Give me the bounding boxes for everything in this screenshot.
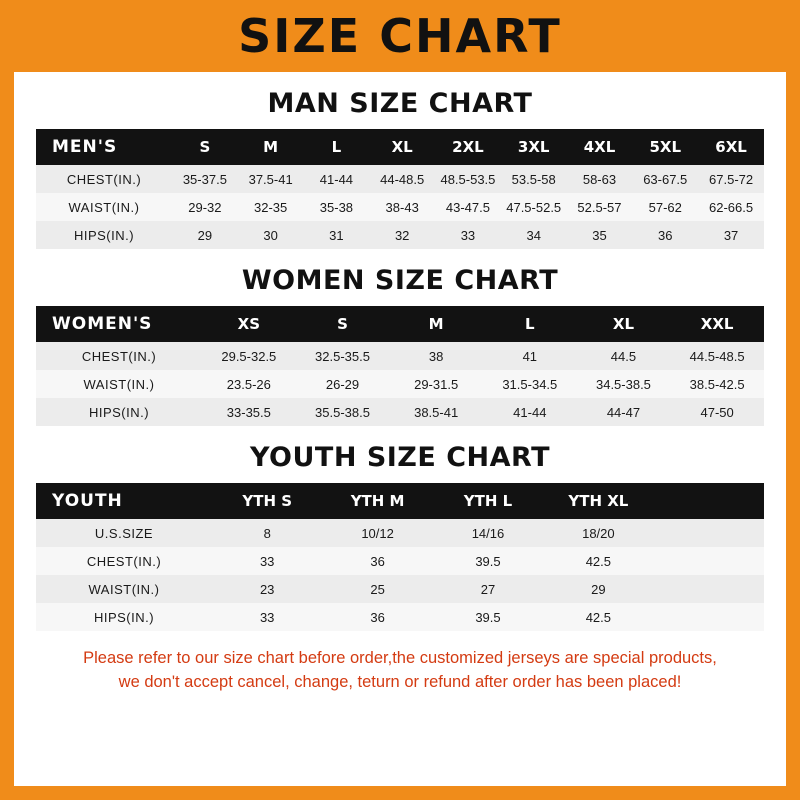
column-header-m: M — [428, 315, 444, 333]
page-title: SIZE CHART — [238, 9, 562, 63]
cell: 57-62 — [648, 199, 682, 215]
cell: 29.5-32.5 — [221, 348, 277, 364]
notice-line-1: Please refer to our size chart before order,the customized jerseys are special products, — [83, 649, 717, 667]
men-size-table — [36, 129, 764, 249]
cell: 35-37.5 — [182, 171, 227, 187]
women-size-table — [36, 306, 764, 426]
cell: 41-44 — [319, 171, 354, 187]
row-label-waist: WAIST(IN.) — [88, 581, 160, 597]
cell: 33 — [259, 609, 275, 625]
cell: 31 — [329, 227, 344, 243]
column-header-s: S — [199, 138, 211, 156]
cell: 41-44 — [513, 404, 547, 420]
cell: 34.5-38.5 — [595, 376, 651, 392]
table-row — [36, 221, 764, 249]
column-header-label: MEN'S — [52, 137, 118, 157]
column-header-xs: XS — [237, 315, 261, 333]
table-row — [36, 342, 764, 370]
cell: 38-43 — [385, 199, 419, 215]
column-header-label: WOMEN'S — [52, 314, 153, 334]
column-header-6xl: 6XL — [715, 138, 747, 156]
cell: 53.5-58 — [511, 171, 556, 187]
table-row — [36, 547, 764, 575]
cell: 42.5 — [585, 609, 612, 625]
column-header-2xl: 2XL — [452, 138, 484, 156]
cell: 67.5-72 — [709, 171, 754, 187]
cell: 33 — [259, 553, 275, 569]
column-header-l: L — [331, 138, 342, 156]
bottom-accent-bar — [0, 786, 800, 800]
cell: 58-63 — [582, 171, 617, 187]
column-header-3xl: 3XL — [517, 138, 550, 156]
cell: 39.5 — [475, 609, 501, 625]
column-header-s: S — [337, 315, 348, 333]
cell: 8 — [263, 525, 271, 541]
table-header-row — [36, 129, 764, 165]
cell: 44.5-48.5 — [689, 348, 745, 364]
youth-section-title: YOUTH SIZE CHART — [249, 442, 551, 473]
cell: 36 — [658, 227, 673, 243]
column-header-label: YOUTH — [52, 491, 123, 511]
table-row — [36, 603, 764, 631]
cell: 35.5-38.5 — [315, 404, 370, 420]
men-section-title: MAN SIZE CHART — [267, 88, 533, 119]
cell: 10/12 — [361, 525, 394, 541]
cell: 52.5-57 — [577, 199, 622, 215]
cell: 32-35 — [254, 199, 288, 215]
column-header-xl: XL — [612, 315, 635, 333]
cell: 32.5-35.5 — [315, 348, 370, 364]
row-label-us-size: U.S.SIZE — [94, 525, 154, 541]
cell: 38.5-42.5 — [689, 376, 745, 392]
row-label-hips: HIPS(IN.) — [93, 609, 155, 625]
column-header-yth-xl: YTH XL — [568, 492, 629, 510]
cell: 32 — [394, 227, 410, 243]
column-header-l: L — [525, 315, 535, 333]
cell: 36 — [370, 609, 385, 625]
column-header-4xl: 4XL — [583, 138, 616, 156]
table-row — [36, 519, 764, 547]
cell: 39.5 — [475, 553, 501, 569]
table-header-row — [36, 483, 764, 519]
cell — [654, 575, 764, 603]
row-label-chest: CHEST(IN.) — [66, 171, 142, 187]
cell: 23.5-26 — [226, 376, 271, 392]
column-header-yth-m: YTH M — [350, 492, 405, 510]
cell: 38.5-41 — [414, 404, 459, 420]
cell: 34 — [526, 227, 541, 243]
cell — [654, 547, 764, 575]
youth-size-table — [36, 483, 764, 631]
row-label-chest: CHEST(IN.) — [86, 553, 162, 569]
cell: 29-31.5 — [414, 376, 459, 392]
cell: 26-29 — [325, 376, 360, 392]
cell: 29 — [591, 581, 606, 597]
table-row — [36, 575, 764, 603]
row-label-hips: HIPS(IN.) — [73, 227, 135, 243]
cell: 44-47 — [606, 404, 641, 420]
cell — [654, 603, 764, 631]
notice-line-2: we don't accept cancel, change, teturn or refund after order has been placed! — [118, 672, 682, 691]
cell: 31.5-34.5 — [502, 376, 558, 392]
column-header-5xl: 5XL — [649, 138, 682, 156]
cell: 35 — [592, 227, 607, 243]
cell — [654, 519, 764, 547]
cell: 33-35.5 — [226, 404, 271, 420]
cell: 29-32 — [188, 199, 222, 215]
cell: 33 — [460, 227, 476, 243]
cell: 23 — [259, 581, 275, 597]
cell: 14/16 — [471, 525, 505, 541]
cell: 18/20 — [582, 525, 615, 541]
cell: 36 — [370, 553, 385, 569]
cell: 35-38 — [319, 199, 354, 215]
cell: 43-47.5 — [445, 199, 490, 215]
cell: 44.5 — [610, 348, 637, 364]
table-row — [36, 370, 764, 398]
column-header-yth-s: YTH S — [242, 492, 293, 510]
cell: 37.5-41 — [248, 171, 293, 187]
cell: 41 — [522, 348, 538, 364]
cell: 30 — [263, 227, 278, 243]
column-header-yth-l: YTH L — [463, 492, 513, 510]
cell: 47.5-52.5 — [506, 199, 562, 215]
column-header-xl: XL — [391, 138, 413, 156]
cell: 37 — [723, 227, 739, 243]
row-label-hips: HIPS(IN.) — [88, 404, 150, 420]
page-banner — [0, 0, 800, 72]
women-section-title: WOMEN SIZE CHART — [241, 265, 559, 296]
cell: 29 — [197, 227, 213, 243]
column-header-m: M — [263, 138, 279, 156]
cell: 27 — [480, 581, 496, 597]
order-notice — [36, 647, 764, 695]
cell: 38 — [428, 348, 444, 364]
chart-content — [14, 88, 786, 695]
column-header-xxl: XXL — [700, 315, 734, 333]
cell: 63-67.5 — [643, 171, 688, 187]
cell: 48.5-53.5 — [440, 171, 496, 187]
cell: 25 — [370, 581, 385, 597]
row-label-chest: CHEST(IN.) — [81, 348, 157, 364]
table-header-row — [36, 306, 764, 342]
cell: 62-66.5 — [709, 199, 754, 215]
row-label-waist: WAIST(IN.) — [83, 376, 155, 392]
table-row — [36, 165, 764, 193]
row-label-waist: WAIST(IN.) — [68, 199, 140, 215]
cell: 42.5 — [585, 553, 612, 569]
cell: 47-50 — [700, 404, 734, 420]
column-header-empty — [654, 483, 764, 519]
cell: 44-48.5 — [380, 171, 425, 187]
table-row — [36, 398, 764, 426]
table-row — [36, 193, 764, 221]
